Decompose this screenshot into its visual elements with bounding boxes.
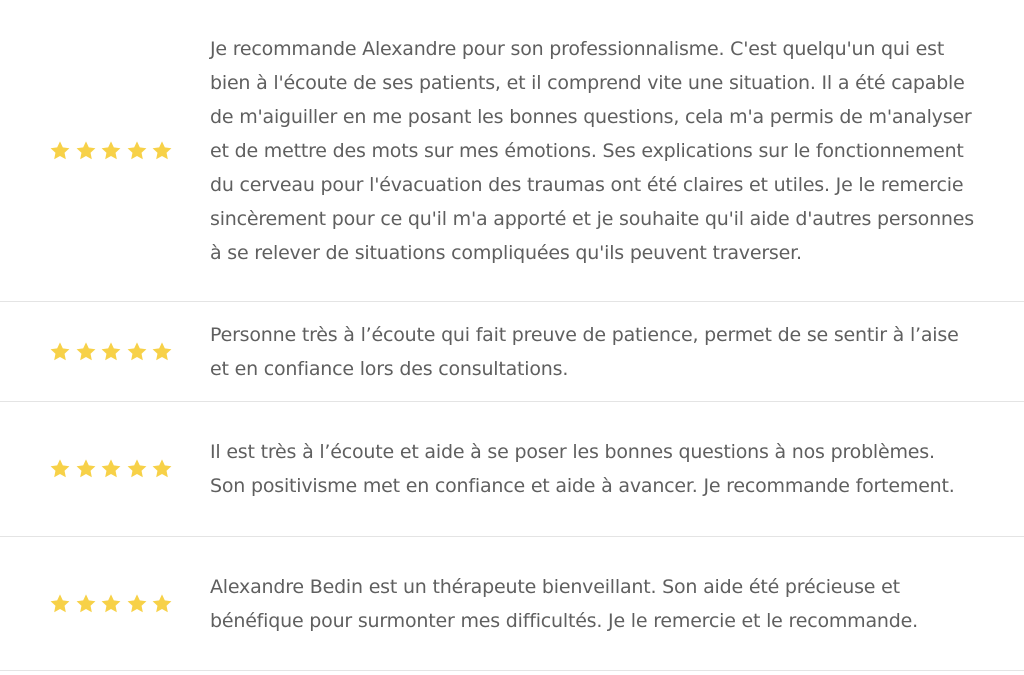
review-text: Alexandre Bedin est un thérapeute bienveillant. Son aide été précieuse et bénéfique pour surmonter mes difficultés. Je le remercie et le recommande. [210, 575, 918, 632]
star-icon [126, 341, 148, 363]
review-text: Je recommande Alexandre pour son professionnalisme. C'est quelqu'un qui est bien à l'écoute de ses patients, et il comprend vite une situation. Il a été capable de m'aiguiller en me posant les bonnes questions, cela m'a permis de m'analyser et de mettre des mots sur mes émotions. Ses explications sur le fonctionnement du cerveau pour l'évacuation des traumas ont été claires et utiles. Je le remercie sincèrement pour ce qu'il m'a apporté et je souhaite qu'il aide d'autres personnes à se relever de situations compliquées qu'ils peuvent traverser. [210, 37, 974, 264]
star-icon [126, 458, 148, 480]
star-icon [75, 593, 97, 615]
star-icon [49, 341, 71, 363]
star-icon [126, 140, 148, 162]
star-icon [49, 593, 71, 615]
star-icon [100, 458, 122, 480]
star-rating [0, 458, 210, 480]
star-icon [100, 341, 122, 363]
star-icon [151, 593, 173, 615]
review-item [0, 0, 1024, 302]
star-rating [0, 593, 210, 615]
star-icon [151, 140, 173, 162]
star-icon [151, 458, 173, 480]
review-item [0, 537, 1024, 671]
star-icon [151, 341, 173, 363]
star-icon [75, 140, 97, 162]
star-icon [100, 593, 122, 615]
star-icon [100, 140, 122, 162]
review-text: Il est très à l’écoute et aide à se poser les bonnes questions à nos problèmes. Son positivisme met en confiance et aide à avancer. Je recommande fortement. [210, 441, 955, 497]
star-rating [0, 140, 210, 162]
star-icon [75, 458, 97, 480]
star-icon [126, 593, 148, 615]
star-icon [49, 140, 71, 162]
review-item [0, 402, 1024, 537]
star-icon [75, 341, 97, 363]
star-icon [49, 458, 71, 480]
star-rating [0, 341, 210, 363]
review-text: Personne très à l’écoute qui fait preuve de patience, permet de se sentir à l’aise et en confiance lors des consultations. [210, 323, 959, 380]
review-item [0, 302, 1024, 402]
